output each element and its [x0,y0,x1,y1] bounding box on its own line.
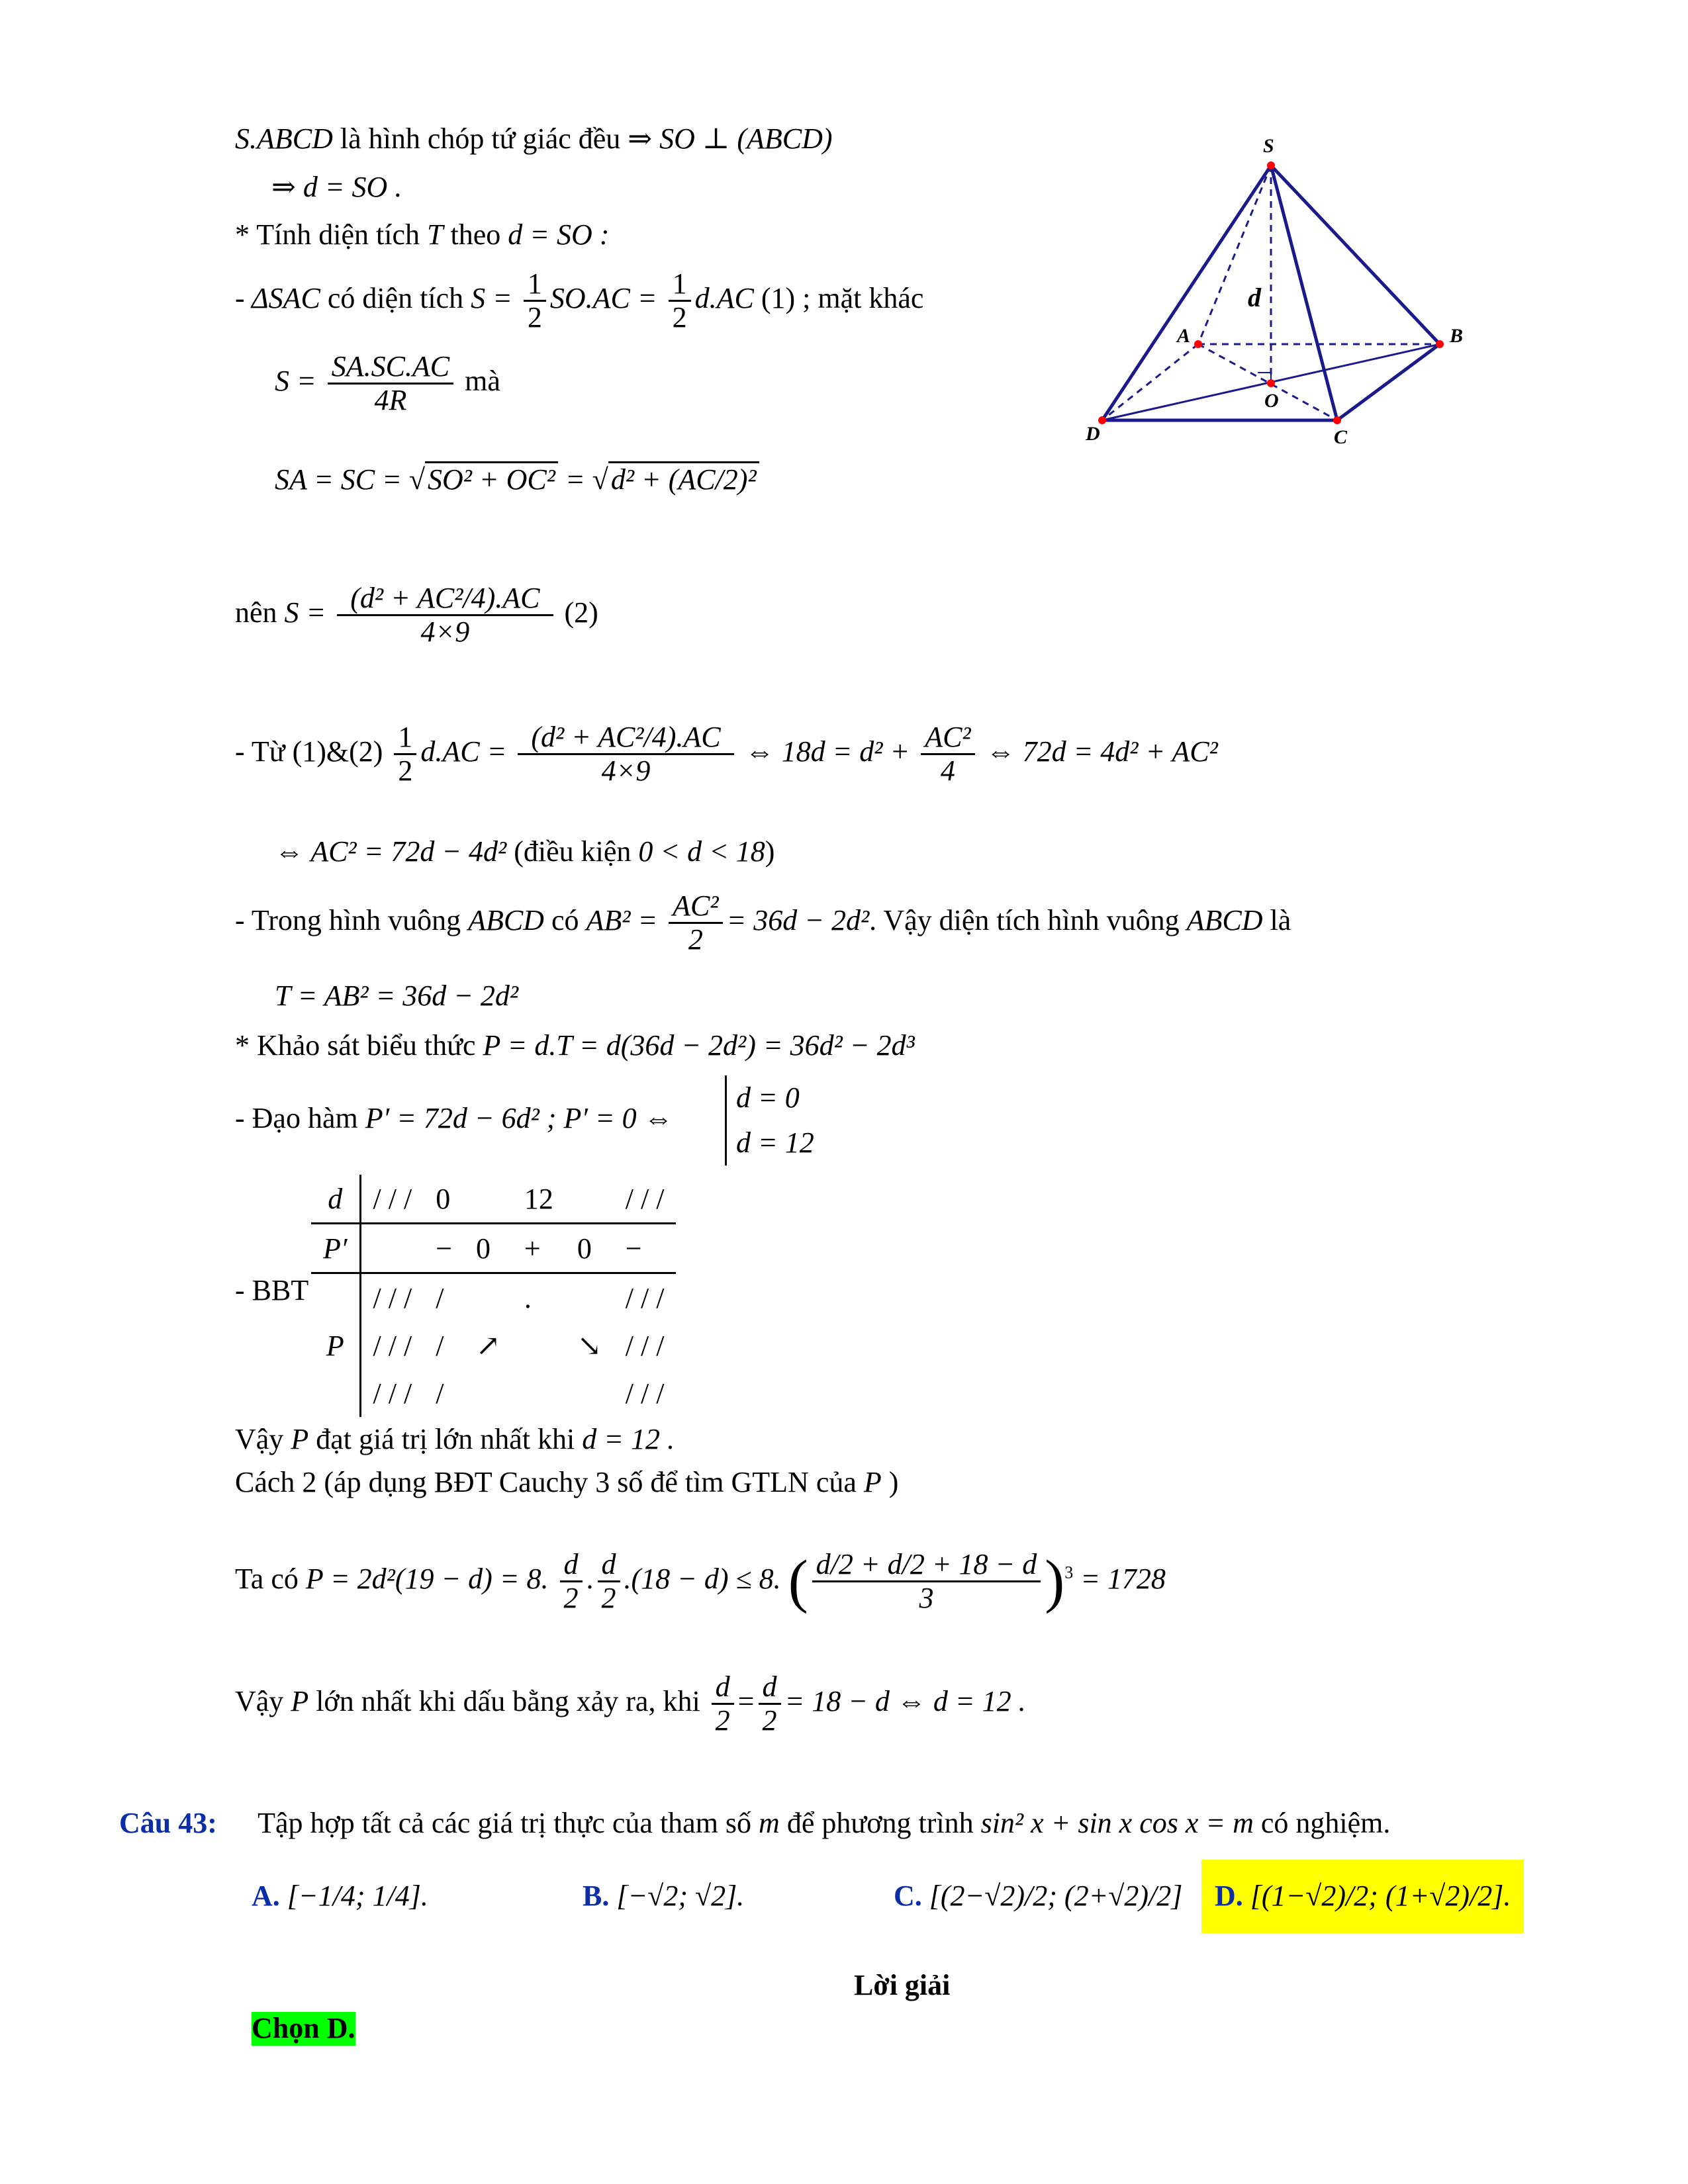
answer-choice: Chọn D. [252,2012,355,2044]
fraction: $\frac{\text{(d² + AC²/4).AC}}{4\times 9}$ [518,721,733,788]
math: S = [275,364,316,397]
fraction: $\frac{\text{AC²}}{4}$ [921,721,974,788]
math: = 36d − 2d² [726,903,870,936]
bbt-cell: / / / [373,1281,412,1314]
point-C [1333,416,1341,424]
bbt-cell: / / / [625,1377,665,1410]
variation-table [311,1175,676,1417]
line-17: Vậy P lớn nhất khi dấu bằng xảy ra, khi $\frac{d}{2}$ = $\frac{d}{2}$ = 18 − d ⇔ d = 12 . [235,1670,1026,1737]
math: S = [284,596,326,629]
bbt-row-label: P′ [311,1224,360,1273]
line-8 [235,721,1218,788]
math: = 1728 [1080,1562,1166,1595]
math: P = d.T = d(36d − 2d²) = 36d² − 2d³ [483,1029,915,1062]
label-B: B [1450,325,1464,347]
text: theo [443,218,508,251]
math: ⇔ 18d = d² + [737,735,917,768]
line-16: Ta có P = 2d²(19 − d) = 8. $\frac{d}{2}$ . $\frac{d}{2}$ .(18 − d) ≤ 8. ( $\frac{d/2 + d/2 + 18 - d}{3}$ )$^3$ = 1728 [235,1548,1166,1615]
text: lớn nhất khi dấu bằng xảy ra, khi [308,1684,708,1717]
bbt-row [311,1369,676,1417]
fraction: $\frac{\text{AC²}}{2}$ [669,890,722,956]
math: - ΔSAC [235,281,320,314]
text: * Khảo sát biểu thức [235,1029,483,1062]
edge-SA [1198,165,1271,344]
bbt-cell [565,1369,614,1417]
bbt-cell: − [614,1224,677,1273]
bbt-cell: − [424,1224,464,1273]
fraction: $\frac{\text{(d² + AC²/4).AC}}{4\times 9}$ [337,582,553,649]
edge-SD [1102,165,1271,420]
option-a-label: A. [252,1880,280,1912]
point-S [1267,161,1275,169]
edge-SC [1271,165,1337,420]
question-line [119,1807,1390,1841]
fraction: $\frac{1}{2}$ [524,268,546,334]
math: S.ABCD [235,122,333,155]
label-C: C [1334,426,1348,447]
option-a[interactable] [252,1880,428,1913]
math: 0 < d < 18 [638,835,765,868]
line-14 [235,1423,675,1457]
fraction: $\frac{d}{2}$ [712,1671,734,1737]
bbt-cell: ↗ [476,1329,500,1362]
bbt-cell: / / / [373,1377,412,1410]
text: ) [881,1466,899,1498]
bbt-cell: / [436,1329,444,1362]
text: (1) ; mặt khác [753,281,924,314]
label-A: A [1177,325,1191,347]
bbt-row-label [311,1369,360,1417]
math: d.AC [694,281,754,314]
case-1: d = 0 [736,1081,800,1114]
point-A [1194,340,1202,348]
bbt-cell [464,1273,512,1322]
bbt-row [311,1175,676,1224]
math: SO.AC = [549,281,657,314]
edge-SB [1271,165,1440,344]
sqrt: SO² + OC² [425,461,558,496]
bbt-cell: / / / [625,1281,665,1314]
bbt-row-label: P [311,1322,360,1369]
option-c[interactable] [894,1880,1182,1913]
math: P [863,1466,882,1498]
text: * Tính diện tích [235,218,428,251]
math: .(18 − d) ≤ 8. [624,1562,781,1595]
math: P′ = 72d − 6d² ; P′ = 0 ⇔ [365,1102,673,1134]
text: nên [235,596,285,629]
fraction: $\frac{1}{2}$ [394,721,416,788]
math: AB² = [586,903,658,936]
point-B [1436,340,1444,348]
paren: ( [788,1548,808,1614]
bbt-row [311,1224,676,1273]
case-2: d = 12 [736,1126,814,1160]
math: ABCD [468,903,544,936]
text: Vậy [235,1423,291,1455]
math: T [427,218,444,251]
bbt-cell: . [524,1281,532,1314]
bbt-cell [360,1224,424,1273]
line-13 [235,1102,673,1136]
math: m [759,1807,780,1839]
bbt-cell [512,1369,565,1417]
bbt-cell: 0 [464,1224,512,1273]
label-S: S [1263,135,1274,157]
text: đạt giá trị lớn nhất khi [308,1423,583,1455]
bbt-cell [565,1273,614,1322]
bbt-row-label: d [311,1175,360,1224]
bbt-cell [464,1175,512,1224]
math: = 18 − d ⇔ d = 12 . [784,1684,1026,1717]
bbt-cell: 12 [512,1175,565,1224]
bbt-cell [464,1369,512,1417]
text: mà [457,364,500,397]
text: - Đạo hàm [235,1102,365,1134]
text: Ta có [235,1562,306,1595]
label-d: d [1248,283,1261,312]
math: d.AC = [420,735,507,768]
bbt-cell: / / / [614,1175,677,1224]
paren: ) [1045,1548,1065,1614]
fraction: $\frac{SA.SC.AC}{4R}$ [328,351,453,417]
option-b-label: B. [583,1880,610,1912]
fraction: $\frac{d/2 + d/2 + 18 - d}{3}$ [812,1549,1041,1615]
math: d = SO : [508,218,610,251]
math: = [557,463,592,496]
text: (2) [557,596,598,629]
text: Vậy [235,1684,291,1717]
line-15 [235,1466,898,1500]
question-text: có nghiệm. [1253,1807,1391,1839]
line-10 [235,890,1291,956]
bbt-cell [565,1175,614,1224]
text: có [543,903,586,936]
option-d[interactable] [1201,1860,1524,1933]
math: d = 12 . [582,1423,675,1455]
line-9 [275,835,774,869]
fraction: $\frac{1}{2}$ [669,268,691,334]
bbt-row [311,1322,676,1369]
fraction: $\frac{d}{2}$ [598,1549,620,1615]
option-c-label: C. [894,1880,922,1912]
text: Cách 2 (áp dụng BĐT Cauchy 3 số để tìm GTLN của [235,1466,864,1498]
bbt-label: - BBT [235,1274,309,1306]
option-b-value: [−√2; √2]. [616,1880,745,1912]
question-text: để phương trình [779,1807,981,1839]
math: S = [471,281,512,314]
bbt-cell: 0 [565,1224,614,1273]
bbt-cell: + [512,1224,565,1273]
bbt-cell: / / / [360,1175,424,1224]
bbt-cell: / [436,1281,444,1314]
text: có diện tích [320,281,471,314]
label-D: D [1086,423,1100,445]
line-3 [235,218,609,252]
question-number: Câu 43: [119,1807,217,1839]
math: sin² x + sin x cos x = m [980,1807,1254,1839]
sqrt: d² + (AC/2)² [608,461,759,496]
bbt-row [311,1273,676,1322]
line-1 [235,122,833,156]
bbt-cell: 0 [424,1175,464,1224]
option-b[interactable] [583,1880,744,1913]
line-11: T = AB² = 36d − 2d² [275,979,519,1012]
line-4 [235,268,923,334]
option-d-label: D. [1215,1880,1243,1912]
pyramid-figure [1072,129,1549,447]
option-a-value: [−1/4; 1/4]. [287,1880,428,1912]
bbt-cell: / [436,1377,444,1410]
line-12 [235,1029,915,1063]
line-5 [275,351,500,417]
bbt-cell: ↘ [577,1329,602,1362]
solution-title: Lời giải [854,1969,951,2001]
fraction: $\frac{d}{2}$ [759,1671,781,1737]
math: P = 2d²(19 − d) = 8. [305,1562,549,1595]
text: . Vậy diện tích hình vuông [869,903,1187,936]
math: P [291,1423,309,1455]
fraction: $\frac{d}{2}$ [560,1549,583,1615]
bbt-cell: / / / [373,1329,412,1362]
math: ⇒ SO ⊥ (ABCD) [628,122,833,155]
text: - Từ (1)&(2) [235,735,391,768]
math: ⇔ AC² = 72d − 4d² [275,835,507,868]
bbt-cell [512,1322,565,1369]
cases-bracket [725,1075,814,1165]
text: là [1262,903,1291,936]
math: ⇔ 72d = 4d² + AC² [978,735,1218,768]
bbt-cell: / / / [625,1329,665,1362]
math: ABCD [1186,903,1263,936]
text: - Trong hình vuông [235,903,469,936]
math: SA = SC = [275,463,409,496]
bbt-row-label [311,1273,360,1322]
line-6: SA = SC = √SO² + OC² = √d² + (AC/2)² [275,463,759,497]
line-7 [235,582,598,649]
option-c-value: [(2−√2)/2; (2+√2)/2] [929,1880,1183,1912]
question-text: Tập hợp tất cả các giá trị thực của tham số [258,1807,759,1839]
line-2: ⇒ d = SO . [271,171,402,203]
text: (điều kiện [506,835,639,868]
math: P [291,1684,309,1717]
point-O [1267,379,1275,387]
option-d-value: [(1−√2)/2; (1+√2)/2]. [1250,1880,1511,1912]
label-O: O [1264,390,1279,412]
text: là hình chóp tứ giác đều [332,122,628,155]
text: ) [765,835,775,868]
